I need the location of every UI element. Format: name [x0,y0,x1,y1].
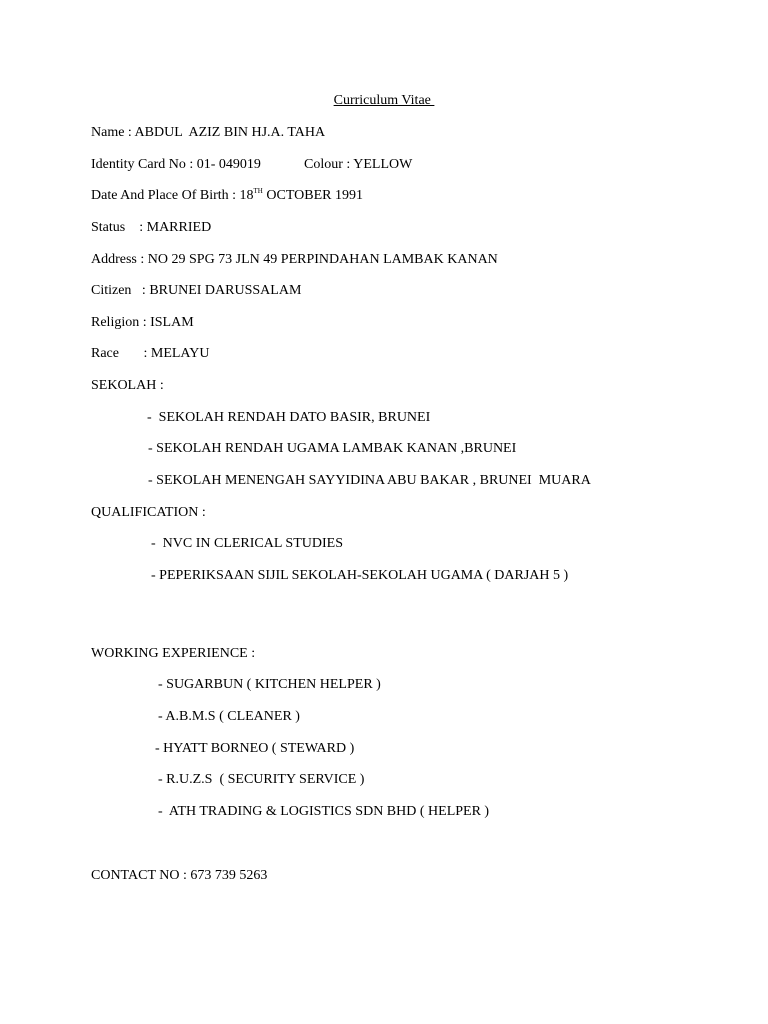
birth-superscript: TH [253,187,263,195]
birth-line [91,187,363,205]
religion-line: Religion : ISLAM [91,315,194,330]
identity-card-line: Identity Card No : 01- 049019 [91,157,261,172]
address-line: Address : NO 29 SPG 73 JLN 49 PERPINDAHAN LAMBAK KANAN [91,252,498,267]
qualification-item: - NVC IN CLERICAL STUDIES [151,536,343,551]
experience-item: - ATH TRADING & LOGISTICS SDN BHD ( HELPER ) [158,804,490,819]
experience-item: - R.U.Z.S ( SECURITY SERVICE ) [158,772,365,787]
experience-item: - HYATT BORNEO ( STEWARD ) [155,741,355,756]
qualification-item: - PEPERIKSAAN SIJIL SEKOLAH-SEKOLAH UGAMA ( DARJAH 5 ) [151,568,569,583]
citizen-line: Citizen : BRUNEI DARUSSALAM [91,283,302,298]
document-title: Curriculum Vitae [333,93,435,108]
experience-item: - A.B.M.S ( CLEANER ) [158,709,300,724]
sekolah-heading: SEKOLAH : [91,378,164,393]
name-line: Name : ABDUL AZIZ BIN HJ.A. TAHA [91,125,326,140]
birth-prefix: Date And Place Of Birth : 18 [91,188,254,203]
sekolah-item: - SEKOLAH RENDAH DATO BASIR, BRUNEI [147,410,431,425]
sekolah-item: - SEKOLAH RENDAH UGAMA LAMBAK KANAN ,BRUNEI [148,441,517,456]
colour-line: Colour : YELLOW [304,157,413,172]
experience-item: - SUGARBUN ( KITCHEN HELPER ) [158,677,381,692]
contact-line: CONTACT NO : 673 739 5263 [91,868,268,883]
qualification-heading: QUALIFICATION : [91,505,206,520]
race-line: Race : MELAYU [91,346,210,361]
birth-suffix: OCTOBER 1991 [262,188,363,203]
experience-heading: WORKING EXPERIENCE : [91,646,256,661]
status-line: Status : MARRIED [91,220,212,235]
sekolah-item: - SEKOLAH MENENGAH SAYYIDINA ABU BAKAR , BRUNEI MUARA [148,473,591,488]
